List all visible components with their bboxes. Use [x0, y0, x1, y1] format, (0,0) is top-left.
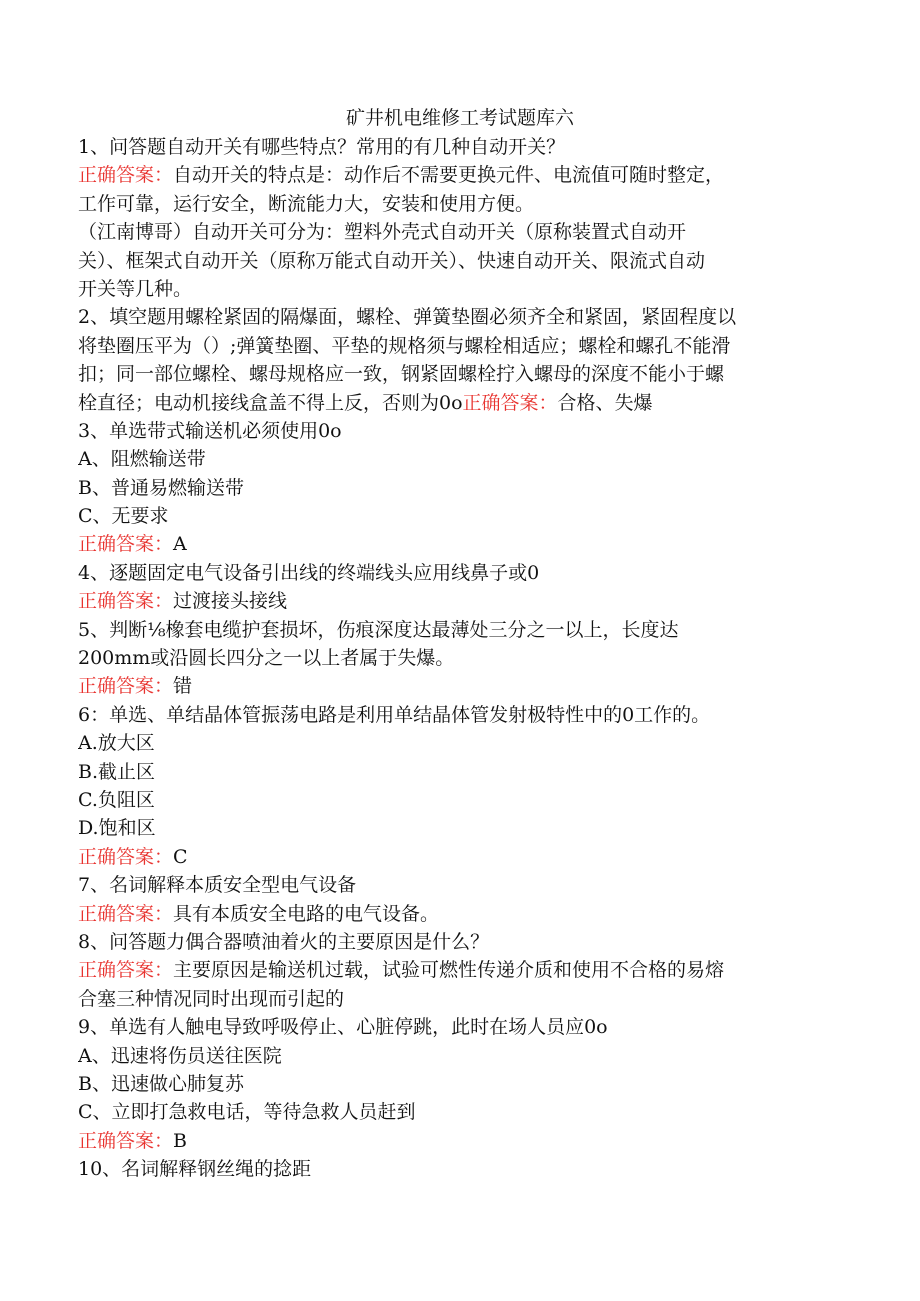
answer-label: 正确答案： [78, 902, 174, 925]
answer-4 [78, 587, 838, 615]
option-9a: A、迅速将伤员送往医院 [78, 1044, 282, 1067]
answer-9-text: B [173, 1129, 187, 1152]
question-3: 3、单选带式输送机必须使用0o [78, 419, 342, 442]
option-3b: B、普通易燃输送带 [78, 476, 244, 499]
question-6: 6：单选、单结晶体管振荡电路是利用单结晶体管发射极特性中的0工作的。 [78, 703, 711, 726]
question-10: 10、名词解释钢丝绳的捻距 [78, 1158, 312, 1181]
question-4: 4、逐题固定电气设备引出线的终端线头应用线鼻子或0 [78, 561, 540, 584]
answer-8 [78, 956, 838, 984]
question-2-line-3: 扣；同一部位螺栓、螺母规格应一致，钢紧固螺栓拧入螺母的深度不能小于螺 [78, 363, 725, 386]
answer-5-text: 错 [173, 675, 193, 698]
answer-3 [78, 530, 838, 558]
answer-label: 正确答案： [78, 590, 174, 613]
answer-1 [78, 161, 838, 189]
answer-label: 正确答案： [78, 959, 174, 982]
question-2-line-4-text: 栓直径；电动机接线盒盖不得上反，否则为0o [78, 391, 463, 414]
question-2-line-2: 将垫圈压平为（）;弹簧垫圈、平垫的规格须与螺栓相适应；螺栓和螺孔不能滑 [78, 334, 731, 357]
answer-label: 正确答案： [78, 1129, 174, 1152]
question-list [78, 133, 838, 1183]
answer-3-text: A [173, 533, 187, 556]
option-6d: D.饱和区 [78, 817, 156, 840]
option-6c: C.负阻区 [78, 788, 155, 811]
option-9c: C、立即打急救电话，等待急救人员赶到 [78, 1101, 416, 1124]
option-6b: B.截止区 [78, 760, 156, 783]
question-1: 1、问答题自动开关有哪些特点？常用的有几种自动开关？ [78, 136, 566, 158]
answer-1-line-4: 关）、框架式自动开关（原称万能式自动开关）、快速自动开关、限流式自动 [78, 249, 706, 272]
answer-6-text: C [173, 845, 188, 868]
answer-label: 正确答案： [462, 391, 558, 414]
option-3c: C、无要求 [78, 505, 169, 528]
answer-4-text: 过渡接头接线 [173, 590, 288, 613]
option-9b: B、迅速做心肺复苏 [78, 1072, 244, 1095]
answer-label: 正确答案： [78, 675, 174, 698]
answer-label: 正确答案： [78, 845, 174, 868]
answer-5 [78, 672, 838, 700]
answer-label: 正确答案： [78, 533, 174, 556]
question-2-line-1: 2、填空题用螺栓紧固的隔爆面，螺栓、弹簧垫圈必须齐全和紧固，紧固程度以 [78, 306, 737, 329]
question-5-line-1: 5、判断⅛橡套电缆护套损坏，伤痕深度达最薄处三分之一以上，长度达 [78, 618, 679, 641]
answer-8-text: 主要原因是输送机过载，试验可燃性传递介质和使用不合格的易熔 [173, 959, 725, 982]
answer-1-line-3: （江南博哥）自动开关可分为：塑料外壳式自动开关（原称装置式自动开 [78, 221, 687, 244]
answer-7-text: 具有本质安全电路的电气设备。 [173, 902, 440, 925]
answer-6 [78, 843, 838, 871]
question-2-line-4 [78, 389, 838, 417]
question-8: 8、问答题力偶合器喷油着火的主要原因是什么？ [78, 930, 490, 953]
answer-1-line-2: 工作可靠，运行安全，断流能力大，安装和使用方便。 [78, 192, 535, 215]
answer-label: 正确答案： [78, 164, 174, 187]
answer-1-text: 自动开关的特点是：动作后不需要更换元件、电流值可随时整定， [173, 164, 725, 187]
question-9: 9、单选有人触电导致呼吸停止、心脏停跳，此时在场人员应0o [78, 1016, 608, 1039]
answer-7 [78, 900, 838, 928]
page-title: 矿井机电维修工考试题库六 [345, 107, 574, 129]
question-7: 7、名词解释本质安全型电气设备 [78, 874, 357, 897]
answer-1-line-5: 开关等几种。 [78, 277, 193, 300]
option-3a: A、阻燃输送带 [78, 448, 206, 471]
answer-8-line-2: 合塞三种情况同时出现而引起的 [78, 987, 345, 1010]
option-6a: A.放大区 [78, 732, 155, 755]
answer-2-text: 合格、失爆 [557, 391, 653, 414]
answer-9 [78, 1127, 838, 1155]
question-5-line-2: 200mm或沿圆长四分之一以上者属于失爆。 [78, 647, 455, 670]
